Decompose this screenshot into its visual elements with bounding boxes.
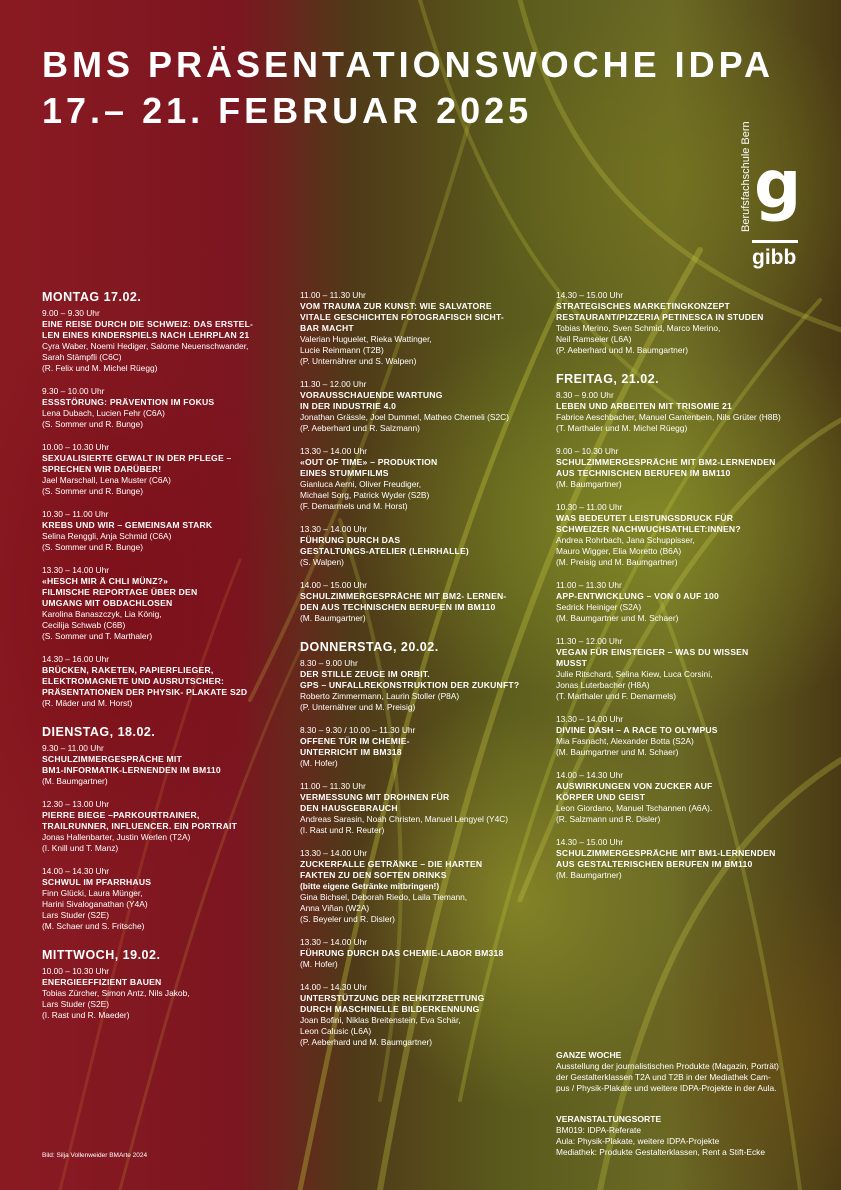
event-time: 11.00 – 11.30 Uhr	[300, 290, 366, 300]
event-participants: Roberto Zimmermann, Laurin Stoller (P8A)	[300, 691, 460, 701]
event-mentors: (M. Baumgartner)	[42, 776, 108, 786]
event-title: DIVINE DASH – A RACE TO OLYMPUS	[556, 725, 718, 735]
day-heading: FREITAG, 21.02.	[556, 372, 660, 386]
event-title: UNTERSTÜTZUNG DER REHKITZRETTUNG	[300, 993, 485, 1003]
event-time: 14.00 – 14.30 Uhr	[556, 770, 624, 780]
event-mentors: (R. Salzmann und R. Disler)	[556, 814, 661, 824]
event-item	[556, 446, 806, 490]
event-time: 14.00 – 14.30 Uhr	[300, 982, 368, 992]
event-participants: Andreas Sarasin, Noah Christen, Manuel Lengyel (Y4C)	[300, 814, 509, 824]
event-title: VITALE GESCHICHTEN FOTOGRAFISCH SICHT-	[300, 312, 504, 322]
event-time: 11.30 – 12.00 Uhr	[300, 379, 367, 389]
event-mentors: (P. Aeberhard und M. Baumgartner)	[300, 1037, 433, 1047]
event-title: ELEKTROMAGNETE UND AUSRUTSCHER:	[42, 676, 225, 686]
event-participants: Finn Glücki, Laura Münger,	[42, 888, 143, 898]
ganze-woche-heading: GANZE WOCHE	[556, 1050, 622, 1060]
event-title: BAR MACHT	[300, 323, 354, 333]
event-time: 10.00 – 10.30 Uhr	[42, 966, 110, 976]
event-title: AUS GESTALTERISCHEN BERUFEN IM BM110	[556, 859, 753, 869]
event-title: VEGAN FÜR EINSTEIGER – WAS DU WISSEN	[556, 647, 749, 657]
event-item	[42, 565, 292, 642]
event-time: 10.30 – 11.00 Uhr	[42, 509, 109, 519]
event-title: SCHULZIMMERGESPRÄCHE MIT BM2-LERNENDEN	[556, 457, 776, 467]
event-participants: Karolina Banaszczyk, Lia König,	[42, 609, 162, 619]
event-mentors: (T. Marthaler und M. Michel Rüegg)	[556, 423, 688, 433]
event-participants: Leon Calusic (L6A)	[300, 1026, 372, 1036]
event-mentors: (S. Walpen)	[300, 557, 344, 567]
event-item	[556, 837, 806, 881]
event-title: STRATEGISCHES MARKETINGKONZEPT	[556, 301, 730, 311]
title-line-2: 17.– 21. FEBRUAR 2025	[42, 90, 533, 131]
event-time: 14.30 – 15.00 Uhr	[556, 837, 624, 847]
column-1	[42, 290, 292, 1033]
event-title: SCHULZIMMERGESPRÄCHE MIT	[42, 754, 182, 764]
event-time: 13.30 – 14.00 Uhr	[300, 446, 368, 456]
event-time: 11.00 – 11.30 Uhr	[556, 580, 622, 590]
event-title: ESSSTÖRUNG: PRÄVENTION IM FOKUS	[42, 397, 215, 407]
event-title: FÜHRUNG DURCH DAS	[300, 535, 401, 545]
event-item	[300, 580, 550, 624]
event-title: ZUCKERFALLE GETRÄNKE – DIE HARTEN	[300, 859, 483, 869]
event-item	[42, 799, 292, 854]
event-title: BM1-INFORMATIK-LERNENDEN IM BM110	[42, 765, 221, 775]
event-title: AUS TECHNISCHEN BERUFEN IM BM110	[556, 468, 731, 478]
event-mentors: (M. Hofer)	[300, 758, 338, 768]
event-item	[300, 290, 550, 367]
event-title: PIERRE BIEGE –PARKOURTRAINER,	[42, 810, 200, 820]
ganze-woche-line: pus / Physik-Plakate und weitere IDPA-Projekte in der Aula.	[556, 1083, 777, 1093]
veranstaltungsort-line: BM019: IDPA-Referate	[556, 1125, 642, 1135]
event-item	[300, 781, 550, 836]
event-title: FAKTEN ZU DEN SOFTEN DRINKS	[300, 870, 447, 880]
logo-name: gibb	[752, 246, 797, 269]
event-participants: Julie Ritschard, Selina Kiew, Luca Corsini,	[556, 669, 713, 679]
event-mentors: (M. Preisig und M. Baumgartner)	[556, 557, 678, 567]
event-time: 13.30 – 14.00 Uhr	[300, 524, 368, 534]
event-participants: Jonas Hallenbarter, Justin Werlen (T2A)	[42, 832, 191, 842]
event-title: FILMISCHE REPORTAGE ÜBER DEN	[42, 587, 198, 597]
event-title: DER STILLE ZEUGE IM ORBIT.	[300, 669, 430, 679]
event-item	[556, 714, 806, 758]
event-item	[300, 937, 550, 970]
event-participants: Selina Renggli, Anja Schmid (C6A)	[42, 531, 172, 541]
event-mentors: (P. Aeberhard und R. Salzmann)	[300, 423, 420, 433]
event-title: AUSWIRKUNGEN VON ZUCKER AUF	[556, 781, 713, 791]
page-title	[42, 42, 774, 134]
logo-mark: g	[754, 146, 802, 223]
event-participants: Leon Giordano, Manuel Tschannen (A6A).	[556, 803, 713, 813]
day-heading: DIENSTAG, 18.02.	[42, 725, 156, 739]
event-time: 9.00 – 10.30 Uhr	[556, 446, 619, 456]
event-item	[42, 442, 292, 497]
day-heading: DONNERSTAG, 20.02.	[300, 640, 439, 654]
event-participants: Jonas Luterbacher (H8A)	[556, 680, 650, 690]
event-participants: Jael Marschall, Lena Muster (C6A)	[42, 475, 171, 485]
event-item	[300, 982, 550, 1048]
event-mentors: (R. Mäder und M. Horst)	[42, 698, 133, 708]
event-title: SPRECHEN WIR DARÜBER!	[42, 464, 162, 474]
event-mentors: (P. Aeberhard und M. Baumgartner)	[556, 345, 689, 355]
day-heading: MITTWOCH, 19.02.	[42, 948, 161, 962]
veranstaltungsort-line: Mediathek: Produkte Gestalterklassen, Rent a Stift-Ecke	[556, 1147, 766, 1157]
event-title: VORAUSSCHAUENDE WARTUNG	[300, 390, 443, 400]
ganze-woche-line: der Gestalterklassen T2A und T2B in der Mediathek Cam-	[556, 1072, 771, 1082]
event-title: VOM TRAUMA ZUR KUNST: WIE SALVATORE	[300, 301, 492, 311]
event-mentors: (M. Schaer und S. Fritsche)	[42, 921, 145, 931]
event-title: PRÄSENTATIONEN DER PHYSIK- PLAKATE S2D	[42, 687, 248, 697]
event-item	[556, 502, 806, 568]
event-participants: Cyra Waber, Noemi Hediger, Salome Neuenschwander,	[42, 341, 249, 351]
event-mentors: (T. Marthaler und F. Demarmels)	[556, 691, 677, 701]
event-item	[300, 446, 550, 512]
event-title: WAS BEDEUTET LEISTUNGSDRUCK FÜR	[556, 513, 734, 523]
event-title: EINE REISE DURCH DIE SCHWEIZ: DAS ERSTEL-	[42, 319, 254, 329]
event-time: 13.30 – 14.00 Uhr	[300, 848, 368, 858]
event-title: SEXUALISIERTE GEWALT IN DER PFLEGE –	[42, 453, 232, 463]
event-item	[300, 379, 550, 434]
event-mentors: (I. Knill und T. Manz)	[42, 843, 119, 853]
event-time: 14.30 – 15.00 Uhr	[556, 290, 624, 300]
event-title: UNTERRICHT IM BM318	[300, 747, 402, 757]
logo-vertical-text: Berufsfachschule Bern	[740, 121, 752, 232]
event-item	[42, 866, 292, 932]
veranstaltungsorte-block	[556, 1114, 816, 1158]
event-time: 13.30 – 14.00 Uhr	[42, 565, 110, 575]
title-line-1: BMS PRÄSENTATIONSWOCHE IDPA	[42, 44, 775, 85]
event-title: SCHWUL IM PFARRHAUS	[42, 877, 152, 887]
event-participants: Lars Studer (S2E)	[42, 910, 110, 920]
event-mentors: (M. Baumgartner)	[300, 613, 366, 623]
event-time: 10.30 – 11.00 Uhr	[556, 502, 623, 512]
event-title: RESTAURANT/PIZZERIA PETINESCA IN STUDEN	[556, 312, 764, 322]
column-3	[556, 290, 806, 893]
event-title: VERMESSUNG MIT DROHNEN FÜR	[300, 792, 450, 802]
event-item	[42, 308, 292, 374]
event-participants: Gina Bichsel, Deborah Riedo, Laila Tiemann,	[300, 892, 468, 902]
event-title: TRAILRUNNER, INFLUENCER. EIN PORTRAIT	[42, 821, 238, 831]
event-item	[556, 770, 806, 825]
event-mentors: (R. Felix und M. Michel Rüegg)	[42, 363, 158, 373]
event-mentors: (P. Unternährer und S. Walpen)	[300, 356, 417, 366]
event-item	[556, 580, 806, 624]
event-participants: Neil Ramseier (L6A)	[556, 334, 632, 344]
event-title: SCHULZIMMERGESPRÄCHE MIT BM1-LERNENDEN	[556, 848, 776, 858]
day-heading: MONTAG 17.02.	[42, 290, 142, 304]
ganze-woche-line: Ausstellung der journalistischen Produkte (Magazin, Porträt)	[556, 1061, 779, 1071]
logo-divider	[752, 240, 798, 243]
gibb-logo	[726, 112, 806, 272]
event-participants: Valerian Huguelet, Rieka Wattinger,	[300, 334, 432, 344]
event-participants: Lucie Reinmann (T2B)	[300, 345, 384, 355]
ganze-woche-block	[556, 1050, 816, 1094]
event-title: EINES STUMMFILMS	[300, 468, 389, 478]
event-participants: Harini Sivaloganathan (Y4A)	[42, 899, 148, 909]
event-item	[556, 390, 806, 434]
event-title: OFFENE TÜR IM CHEMIE-	[300, 736, 410, 746]
event-mentors: (S. Sommer und R. Bunge)	[42, 542, 144, 552]
event-time: 13.30 – 14.00 Uhr	[300, 937, 368, 947]
event-time: 11.00 – 11.30 Uhr	[300, 781, 366, 791]
event-participants: Jonathan Grässle, Joel Dummel, Matheo Chemeli (S2C)	[300, 412, 509, 422]
event-item	[42, 654, 292, 709]
event-item	[300, 524, 550, 568]
event-item	[42, 966, 292, 1021]
column-2	[300, 290, 550, 1060]
event-title: DEN HAUSGEBRAUCH	[300, 803, 398, 813]
event-title: KÖRPER UND GEIST	[556, 792, 646, 802]
event-participants: Michael Sorg, Patrick Wyder (S2B)	[300, 490, 430, 500]
event-item	[42, 509, 292, 553]
event-item	[556, 636, 806, 702]
event-title: GESTALTUNGS-ATELIER (LEHRHALLE)	[300, 546, 469, 556]
event-participants: Anna Viñan (W2A)	[300, 903, 370, 913]
event-time: 8.30 – 9.00 Uhr	[300, 658, 358, 668]
event-item	[300, 848, 550, 925]
event-mentors: (P. Unternährer und M. Preisig)	[300, 702, 416, 712]
image-credit: Bild: Silja Vollenweider BMArte 2024	[42, 1152, 148, 1159]
event-title: GPS – UNFALLREKONSTRUKTION DER ZUKUNFT?	[300, 680, 520, 690]
veranstaltungsorte-heading: VERANSTALTUNGSORTE	[556, 1114, 662, 1124]
event-title: DEN AUS TECHNISCHEN BERUFEN IM BM110	[300, 602, 496, 612]
event-time: 10.00 – 10.30 Uhr	[42, 442, 110, 452]
event-title: IN DER INDUSTRIE 4.0	[300, 401, 397, 411]
event-item	[42, 386, 292, 430]
event-participants: Lars Studer (S2E)	[42, 999, 110, 1009]
event-participants: Tobias Merino, Sven Schmid, Marco Merino,	[556, 323, 721, 333]
event-title: DURCH MASCHINELLE BILDERKENNUNG	[300, 1004, 480, 1014]
event-time: 14.00 – 14.30 Uhr	[42, 866, 110, 876]
event-participants: Lena Dubach, Lucien Fehr (C6A)	[42, 408, 165, 418]
event-mentors: (F. Demarmels und M. Horst)	[300, 501, 408, 511]
event-participants: Tobias Zürcher, Simon Antz, Nils Jakob,	[42, 988, 190, 998]
event-participants: Sarah Stämpfli (C6C)	[42, 352, 122, 362]
event-mentors: (S. Beyeler und R. Disler)	[300, 914, 395, 924]
event-mentors: (I. Rast und R. Reuter)	[300, 825, 385, 835]
event-title: LEN EINES KINDERSPIELS NACH LEHRPLAN 21	[42, 330, 250, 340]
event-participants: Andrea Rohrbach, Jana Schuppisser,	[556, 535, 695, 545]
veranstaltungsort-line: Aula: Physik-Plakate, weitere IDPA-Projekte	[556, 1136, 720, 1146]
event-title: «HESCH MIR Ä CHLI MÜNZ?»	[42, 576, 169, 586]
event-mentors: (S. Sommer und R. Bunge)	[42, 486, 144, 496]
event-time: 9.00 – 9.30 Uhr	[42, 308, 100, 318]
event-time: 11.30 – 12.00 Uhr	[556, 636, 623, 646]
event-time: 12.30 – 13.00 Uhr	[42, 799, 110, 809]
event-title: FÜHRUNG DURCH DAS CHEMIE-LABOR BM318	[300, 948, 504, 958]
event-title: APP-ENTWICKLUNG – VON 0 AUF 100	[556, 591, 719, 601]
event-mentors: (M. Baumgartner)	[556, 870, 622, 880]
event-mentors: (S. Sommer und R. Bunge)	[42, 419, 144, 429]
event-participants: Fabrice Aeschbacher, Manuel Gantenbein, Nils Grüter (H8B)	[556, 412, 781, 422]
event-participants: Gianluca Aerni, Oliver Freudiger,	[300, 479, 422, 489]
event-time: 13.30 – 14.00 Uhr	[556, 714, 624, 724]
event-time: 14.30 – 16.00 Uhr	[42, 654, 110, 664]
event-participants: Sedrick Heiniger (S2A)	[556, 602, 642, 612]
event-item	[300, 725, 550, 769]
event-item	[42, 743, 292, 787]
event-title: SCHWEIZER NACHWUCHSATHLET:INNEN?	[556, 524, 741, 534]
event-title: SCHULZIMMERGESPRÄCHE MIT BM2- LERNEN-	[300, 591, 507, 601]
event-title: MUSST	[556, 658, 588, 668]
event-note: (bitte eigene Getränke mitbringen!)	[300, 881, 440, 891]
event-time: 14.00 – 15.00 Uhr	[300, 580, 368, 590]
event-participants: Mia Fasnacht, Alexander Botta (S2A)	[556, 736, 694, 746]
event-mentors: (M. Baumgartner)	[556, 479, 622, 489]
event-item	[300, 658, 550, 713]
event-mentors: (M. Baumgartner und M. Schaer)	[556, 613, 679, 623]
event-title: ENERGIEEFFIZIENT BAUEN	[42, 977, 162, 987]
event-mentors: (S. Sommer und T. Marthaler)	[42, 631, 153, 641]
event-time: 8.30 – 9.30 / 10.00 – 11.30 Uhr	[300, 725, 416, 735]
event-item	[556, 290, 806, 356]
event-mentors: (M. Hofer)	[300, 959, 338, 969]
event-time: 9.30 – 11.00 Uhr	[42, 743, 104, 753]
event-participants: Cecilija Schwab (C6B)	[42, 620, 126, 630]
event-title: KREBS UND WIR – GEMEINSAM STARK	[42, 520, 213, 530]
event-title: BRÜCKEN, RAKETEN, PAPIERFLIEGER,	[42, 665, 214, 675]
event-participants: Joan Bofini, Niklas Breitenstein, Eva Schär,	[300, 1015, 461, 1025]
event-title: UMGANG MIT OBDACHLOSEN	[42, 598, 173, 608]
event-mentors: (M. Baumgartner und M. Schaer)	[556, 747, 679, 757]
event-title: LEBEN UND ARBEITEN MIT TRISOMIE 21	[556, 401, 732, 411]
event-time: 9.30 – 10.00 Uhr	[42, 386, 105, 396]
event-time: 8.30 – 9.00 Uhr	[556, 390, 614, 400]
event-mentors: (I. Rast und R. Maeder)	[42, 1010, 130, 1020]
event-title: «OUT OF TIME» – PRODUKTION	[300, 457, 438, 467]
event-participants: Mauro Wigger, Elia Moretto (B6A)	[556, 546, 682, 556]
